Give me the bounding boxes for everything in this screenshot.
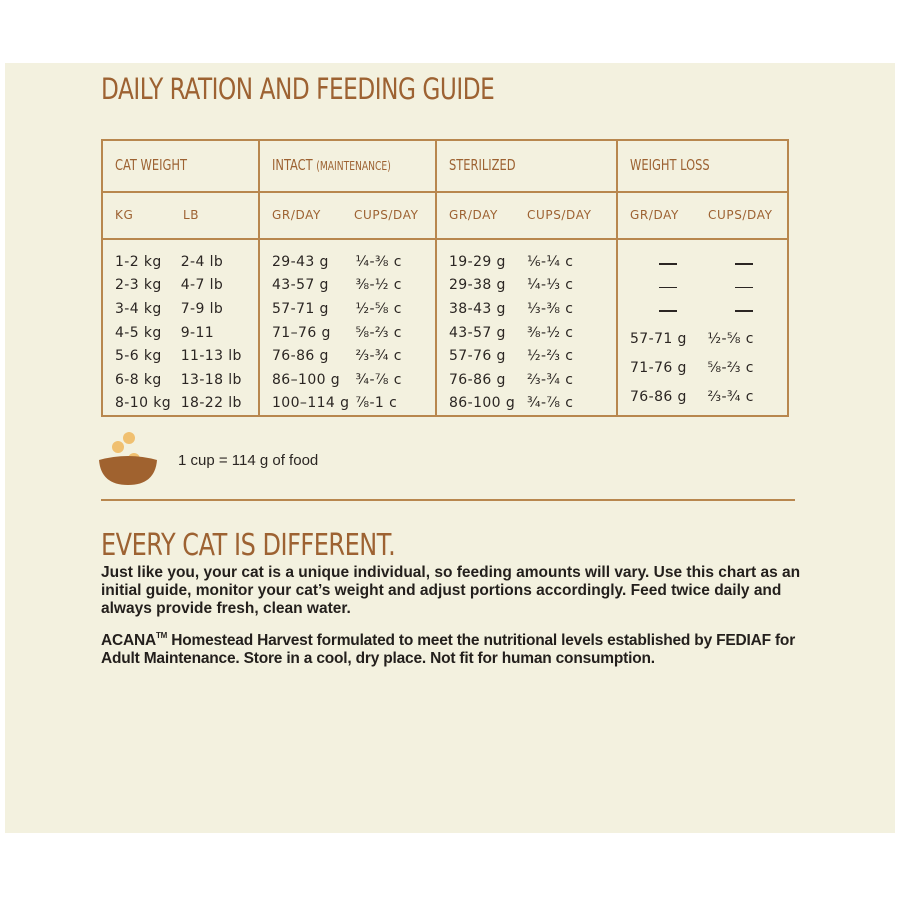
intact-row <box>272 392 435 416</box>
weight-loss-cups: ½-⅝ c <box>707 331 754 348</box>
intact-grams: 43-57 g <box>272 277 329 294</box>
sterilized-grams: 43-57 g <box>449 324 506 341</box>
sterilized-grams: 86-100 g <box>449 395 516 412</box>
intact-row <box>272 250 435 274</box>
nutrition-statement: ACANA™ Homestead Harvest formulated to meet the nutritional levels established by FEDIAF for Adult Maintenance. Store in a cool, dry place. Not fit for human consumption. <box>101 631 796 667</box>
intact-grams: 76-86 g <box>272 348 329 365</box>
weight-loss-grams: 71-76 g <box>630 360 687 377</box>
intact-row <box>272 344 435 368</box>
sterilized-grams: 19-29 g <box>449 253 506 270</box>
intact-grams: 29-43 g <box>272 253 329 270</box>
sterilized-row <box>449 250 616 274</box>
weight-row <box>115 274 258 298</box>
weight-lb: 18-22 lb <box>180 395 242 412</box>
intact-grams: 100–114 g <box>272 395 350 412</box>
weight-loss-column <box>617 239 788 416</box>
weight-row <box>115 250 258 274</box>
sterilized-cups: ⅓-⅜ c <box>527 300 574 317</box>
weight-lb: 11-13 lb <box>180 348 242 365</box>
sterilized-cups: ⅙-¼ c <box>527 253 574 270</box>
sterilized-grams: 76-86 g <box>449 371 506 388</box>
sterilized-row <box>449 321 616 345</box>
weight-loss-cups: ⅝-⅔ c <box>707 360 754 377</box>
sterilized-row <box>449 344 616 368</box>
sterilized-column <box>436 239 617 416</box>
intact-cups: ⅝-⅔ c <box>355 324 402 341</box>
weight-lb: 4-7 lb <box>180 277 224 294</box>
sterilized-cups: ¼-⅓ c <box>527 277 574 294</box>
sterilized-cups: ⅜-½ c <box>527 324 574 341</box>
weight-lb: 7-9 lb <box>180 300 224 317</box>
intact-row <box>272 321 435 345</box>
weight-loss-cups: ⅔-¾ c <box>707 389 754 406</box>
header-sterilized: STERILIZED <box>436 140 617 192</box>
weight-row <box>115 297 258 321</box>
weight-loss-grams: 76-86 g <box>630 389 687 406</box>
sterilized-grams: 29-38 g <box>449 277 506 294</box>
section-divider <box>101 499 795 501</box>
intact-row <box>272 368 435 392</box>
weight-loss-dashes <box>618 240 787 323</box>
section-heading: EVERY CAT IS DIFFERENT. <box>101 528 396 563</box>
sterilized-cups: ⅔-¾ c <box>527 371 574 388</box>
weight-kg: 2-3 kg <box>115 277 162 294</box>
weight-kg: 5-6 kg <box>115 348 162 365</box>
guide-paragraph: Just like you, your cat is a unique individual, so feeding amounts will vary. Use this chart as an initial guide, monitor your cat’s weight and adjust portions accordingly. Feed twice daily and always provide fresh, clean water. <box>101 564 801 617</box>
intact-column <box>259 239 436 416</box>
weight-loss-row <box>630 325 787 354</box>
weight-kg: 8-10 kg <box>115 395 172 412</box>
intact-cups: ⅔-¾ c <box>355 348 402 365</box>
weight-lb: 9-11 <box>180 324 215 341</box>
sterilized-grams: 38-43 g <box>449 300 506 317</box>
weight-loss-row <box>630 354 787 383</box>
weight-kg: 6-8 kg <box>115 371 162 388</box>
header-cat-weight: CAT WEIGHT <box>102 140 259 192</box>
intact-cups: ¼-⅜ c <box>355 253 402 270</box>
weight-kg: 1-2 kg <box>115 253 162 270</box>
weight-loss-row <box>630 383 787 412</box>
subheader-weight-loss: GR/DAY CUPS/DAY <box>617 192 788 239</box>
sterilized-cups: ½-⅔ c <box>527 348 574 365</box>
sterilized-row <box>449 274 616 298</box>
intact-cups: ½-⅝ c <box>355 300 402 317</box>
header-weight-loss: WEIGHT LOSS <box>617 140 788 192</box>
sterilized-grams: 57-76 g <box>449 348 506 365</box>
weight-row <box>115 392 258 416</box>
sterilized-row <box>449 297 616 321</box>
weight-row <box>115 368 258 392</box>
weight-row <box>115 321 258 345</box>
intact-row <box>272 297 435 321</box>
feeding-table <box>101 139 789 417</box>
subheader-sterilized: GR/DAY CUPS/DAY <box>436 192 617 239</box>
food-bowl-icon <box>97 430 159 486</box>
intact-cups: ⅞-1 c <box>355 395 398 412</box>
intact-grams: 86–100 g <box>272 371 341 388</box>
intact-cups: ⅜-½ c <box>355 277 402 294</box>
subheader-intact: GR/DAY CUPS/DAY <box>259 192 436 239</box>
weight-kg: 3-4 kg <box>115 300 162 317</box>
sterilized-row <box>449 368 616 392</box>
header-intact: INTACT (MAINTENANCE) <box>259 140 436 192</box>
intact-row <box>272 274 435 298</box>
weight-row <box>115 344 258 368</box>
sterilized-row <box>449 392 616 416</box>
weight-lb: 13-18 lb <box>180 371 242 388</box>
cup-conversion-note: 1 cup = 114 g of food <box>178 452 319 469</box>
intact-cups: ¾-⅞ c <box>355 371 402 388</box>
weight-lb: 2-4 lb <box>180 253 224 270</box>
sterilized-cups: ¾-⅞ c <box>527 395 574 412</box>
weight-loss-grams: 57-71 g <box>630 331 687 348</box>
subheader-weight: KG LB <box>102 192 259 239</box>
feeding-guide-panel <box>5 63 895 833</box>
weight-column <box>102 239 259 416</box>
intact-grams: 57-71 g <box>272 300 329 317</box>
weight-kg: 4-5 kg <box>115 324 162 341</box>
intact-grams: 71–76 g <box>272 324 331 341</box>
page-title: DAILY RATION AND FEEDING GUIDE <box>101 72 495 106</box>
